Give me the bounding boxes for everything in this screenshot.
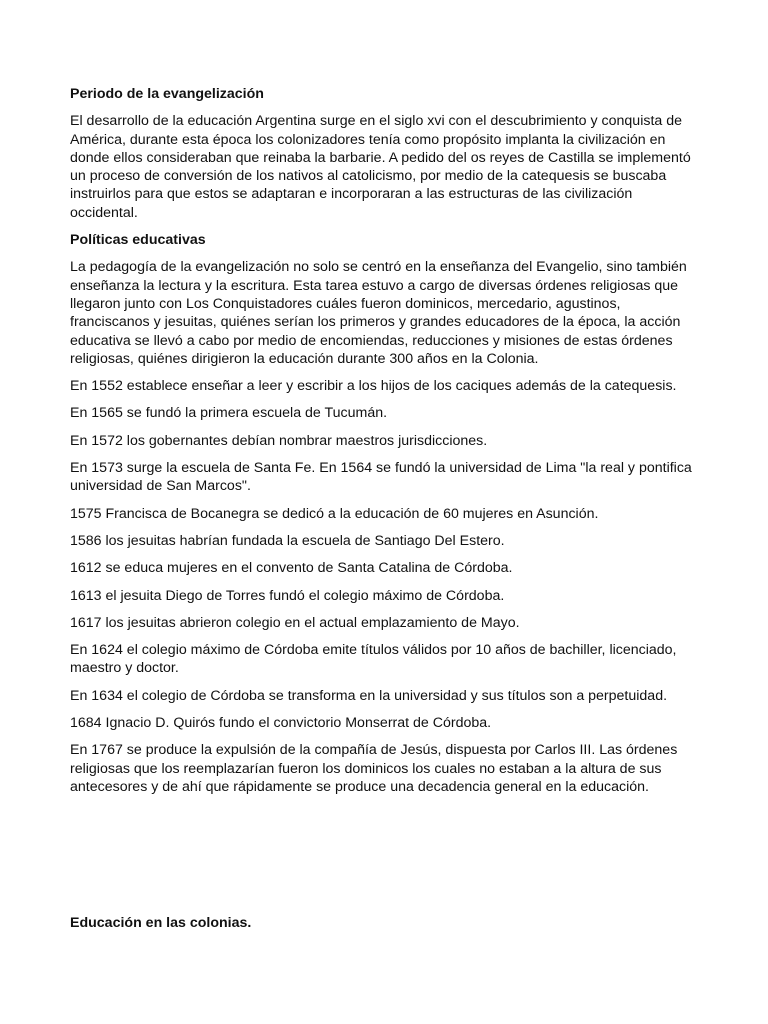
timeline-entry-1613: 1613 el jesuita Diego de Torres fundó el colegio máximo de Córdoba. bbox=[70, 587, 505, 604]
document-page bbox=[70, 85, 700, 805]
timeline-entry-1575: 1575 Francisca de Bocanegra se dedicó a la educación de 60 mujeres en Asunción. bbox=[70, 505, 599, 522]
timeline-entry-1617: 1617 los jesuitas abrieron colegio en el actual emplazamiento de Mayo. bbox=[70, 614, 520, 631]
section-heading: Políticas educativas bbox=[70, 232, 206, 249]
timeline-entry-1767: En 1767 se produce la expulsión de la compañía de Jesús, dispuesta por Carlos III. Las órdenes religiosas que los reemplazarían fueron los dominicos los cuales no estaban a la altura de sus antecesores y de ahí que rápidamente se produce una decadencia general en la educación. bbox=[70, 742, 678, 795]
timeline-entry-1624: En 1624 el colegio máximo de Córdoba emite títulos válidos por 10 años de bachiller, licenciado, maestro y doctor. bbox=[70, 642, 677, 677]
timeline-entry-1565: En 1565 se fundó la primera escuela de Tucumán. bbox=[70, 405, 388, 422]
section-heading: Periodo de la evangelización bbox=[70, 86, 264, 102]
section-heading-educacion-colonias: Educación en las colonias. bbox=[70, 915, 252, 931]
timeline-entry-1573: En 1573 surge la escuela de Santa Fe. En 1564 se fundó la universidad de Lima "la real y pontifica universidad de San Marcos". bbox=[70, 460, 692, 495]
section-evangelizacion bbox=[70, 85, 700, 222]
section-politicas-educativas bbox=[70, 231, 700, 796]
timeline-entry-1634: En 1634 el colegio de Córdoba se transforma en la universidad y sus títulos son a perpetuidad. bbox=[70, 687, 668, 704]
timeline-entry-1552: En 1552 establece enseñar a leer y escribir a los hijos de los caciques además de la catequesis. bbox=[70, 378, 677, 395]
paragraph: La pedagogía de la evangelización no solo se centró en la enseñanza del Evangelio, sino también enseñanza la lectura y la escritura. Esta tarea estuvo a cargo de diversas órdenes religiosas que llegaron junto con Los Conquistadores cuáles fueron dominicos, mercedario, agustinos, franciscanos y jesuitas, quiénes serían los primeros y grandes educadores de la época, la acción educativa se llevó a cabo por medio de encomiendas, reducciones y misiones de estas órdenes religiosas, quiénes dirigieron la educación durante 300 años en la Colonia. bbox=[70, 259, 687, 367]
timeline-entry-1684: 1684 Ignacio D. Quirós fundo el convictorio Monserrat de Córdoba. bbox=[70, 715, 492, 732]
timeline-entry-1612: 1612 se educa mujeres en el convento de Santa Catalina de Córdoba. bbox=[70, 560, 513, 577]
paragraph: El desarrollo de la educación Argentina surge en el siglo xvi con el descubrimiento y conquista de América, durante esta época los colonizadores tenía como propósito implanta la civilización en donde ellos consideraban que reinaba la barbarie. A pedido del os reyes de Castilla se implementó un proceso de conversión de los nativos al catolicismo, por medio de la catequesis se buscaba instruirlos para que estos se adaptaran e incorporaran a las estructuras de las civilización occidental. bbox=[70, 113, 691, 221]
timeline-entry-1572: En 1572 los gobernantes debían nombrar maestros jurisdicciones. bbox=[70, 432, 488, 449]
timeline-entry-1586: 1586 los jesuitas habrían fundada la escuela de Santiago Del Estero. bbox=[70, 532, 505, 549]
